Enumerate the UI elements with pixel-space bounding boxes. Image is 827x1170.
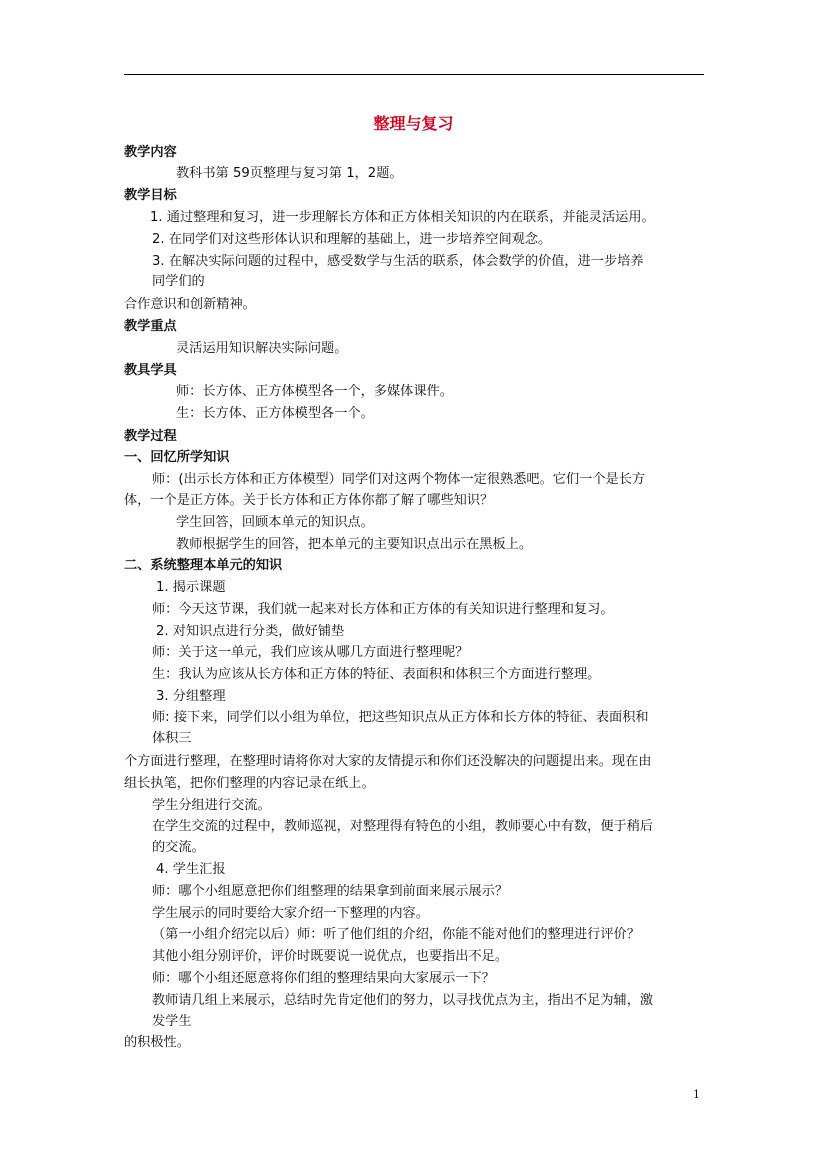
header-rule: [124, 74, 704, 75]
paragraph-line: 1. 通过整理和复习，进一步理解长方体和正方体相关知识的内在联系，并能灵活运用。: [150, 210, 655, 225]
paragraph-line: 师: 接下来，同学们以小组为单位，把这些知识点从正方体和长方体的特征、表面积和: [152, 710, 649, 725]
paragraph-line: 3. 分组整理: [156, 689, 226, 704]
heading-teaching-aids: 教具学具: [124, 363, 177, 378]
page-number: 1: [693, 1088, 700, 1101]
heading-key-points: 教学重点: [124, 319, 177, 334]
paragraph-line: 教师请几组上来展示，总结时先肯定他们的努力，以寻找优点为主，指出不足为辅，激: [152, 993, 654, 1008]
paragraph-line: 师：关于这一单元，我们应该从哪几方面进行整理呢？: [152, 645, 469, 660]
paragraph-line: 组长执笔，把你们整理的内容记录在纸上。: [124, 776, 375, 791]
paragraph-line: 师：(出示长方体和正方体模型）同学们对这两个物体一定很熟悉吧。它们一个是长方: [152, 472, 646, 487]
paragraph-line: 体，一个是正方体。关于长方体和正方体你都了解了哪些知识？: [124, 493, 494, 508]
heading-teaching-content: 教学内容: [124, 145, 177, 160]
paragraph-line: （第一小组介绍完以后）师：听了他们组的介绍，你能不能对他们的整理进行评价？: [152, 927, 640, 942]
paragraph-line: 合作意识和创新精神。: [124, 297, 256, 312]
paragraph-line: 师：长方体、正方体模型各一个，多媒体课件。: [176, 384, 453, 399]
paragraph-line: 生：长方体、正方体模型各一个。: [176, 406, 374, 421]
paragraph-line: 1. 揭示课题: [156, 580, 226, 595]
paragraph-line: 教师根据学生的回答，把本单元的主要知识点出示在黑板上。: [176, 537, 533, 552]
section-heading-1: 一、回忆所学知识: [124, 450, 230, 465]
paragraph-line: 师：哪个小组愿意把你们组整理的结果拿到前面来展示展示？: [152, 884, 509, 899]
paragraph-line: 学生展示的同时要给大家介绍一下整理的内容。: [152, 906, 429, 921]
heading-teaching-process: 教学过程: [124, 429, 177, 444]
paragraph-line: 2. 对知识点进行分类，做好铺垫: [156, 624, 345, 639]
paragraph-line: 个方面进行整理，在整理时请将你对大家的友情提示和你们还没解决的问题提出来。现在由: [124, 754, 652, 769]
paragraph-line: 师：哪个小组还愿意将你们组的整理结果向大家展示一下？: [152, 971, 495, 986]
paragraph-line: 教科书第 59页整理与复习第 1，2题。: [176, 166, 403, 181]
section-heading-2: 二、系统整理本单元的知识: [124, 558, 283, 573]
paragraph-line: 的交流。: [152, 840, 205, 855]
paragraph-line: 其他小组分别评价，评价时既要说一说优点，也要指出不足。: [152, 949, 509, 964]
paragraph-line: 学生分组进行交流。: [152, 798, 271, 813]
paragraph-line: 同学们的: [152, 274, 205, 289]
paragraph-line: 生：我认为应该从长方体和正方体的特征、表面积和体积三个方面进行整理。: [152, 667, 601, 682]
document-title: 整理与复习: [373, 114, 454, 133]
paragraph-line: 在学生交流的过程中，教师巡视，对整理得有特色的小组，教师要心中有数，便于稍后: [152, 819, 654, 834]
paragraph-line: 体积三: [152, 731, 192, 746]
heading-teaching-goals: 教学目标: [124, 188, 177, 203]
paragraph-line: 4. 学生汇报: [156, 862, 226, 877]
paragraph-line: 师：今天这节课，我们就一起来对长方体和正方体的有关知识进行整理和复习。: [152, 602, 614, 617]
paragraph-line: 3. 在解决实际问题的过程中，感受数学与生活的联系，体会数学的价值，进一步培养: [152, 254, 644, 269]
paragraph-line: 的积极性。: [124, 1035, 190, 1050]
paragraph-line: 2. 在同学们对这些形体认识和理解的基础上，进一步培养空间观念。: [152, 232, 552, 247]
paragraph-line: 发学生: [152, 1014, 192, 1029]
paragraph-line: 学生回答，回顾本单元的知识点。: [176, 515, 374, 530]
paragraph-line: 灵活运用知识解决实际问题。: [176, 341, 348, 356]
